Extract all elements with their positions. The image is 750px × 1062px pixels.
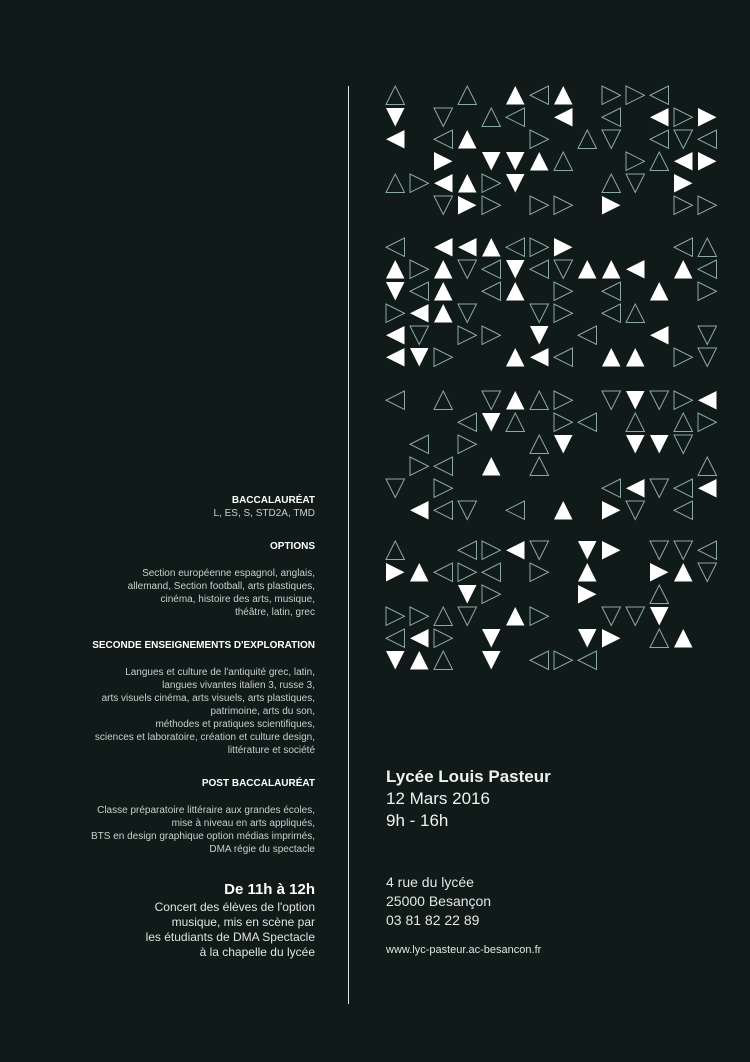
triangle-shape bbox=[602, 304, 621, 323]
triangle-shape bbox=[410, 607, 429, 626]
concert-block bbox=[15, 880, 315, 960]
triangle-shape bbox=[578, 326, 597, 345]
triangle-shape bbox=[530, 607, 549, 626]
triangle-shape bbox=[626, 304, 645, 323]
triangle-shape bbox=[506, 174, 525, 193]
event-date: 12 Mars 2016 bbox=[386, 789, 490, 808]
triangle-shape bbox=[458, 501, 477, 520]
triangle-shape bbox=[530, 260, 549, 279]
triangle-shape bbox=[434, 282, 453, 301]
triangle-shape bbox=[698, 348, 717, 367]
triangle-shape bbox=[434, 196, 453, 215]
title-lettering bbox=[380, 80, 730, 685]
triangle-shape bbox=[626, 413, 645, 432]
triangle-shape bbox=[434, 501, 453, 520]
triangle-shape bbox=[434, 629, 453, 648]
section-heading: BACCALAURÉAT bbox=[231, 495, 315, 506]
triangle-shape bbox=[458, 326, 477, 345]
triangle-shape bbox=[386, 629, 405, 648]
triangle-shape bbox=[698, 238, 717, 257]
triangle-shape bbox=[386, 607, 405, 626]
triangle-shape bbox=[602, 174, 621, 193]
triangle-shape bbox=[506, 152, 525, 171]
triangle-shape bbox=[434, 260, 453, 279]
triangle-shape bbox=[602, 629, 621, 648]
triangle-shape bbox=[530, 391, 549, 410]
triangle-shape bbox=[674, 130, 693, 149]
triangle-shape bbox=[506, 607, 525, 626]
section-line: patrimoine, arts du son, bbox=[210, 706, 315, 717]
concert-line: musique, mis en scène par bbox=[171, 915, 315, 929]
triangle-shape bbox=[554, 238, 573, 257]
triangle-shape bbox=[410, 282, 429, 301]
triangle-shape bbox=[674, 260, 693, 279]
programs-column bbox=[15, 494, 315, 856]
triangle-shape bbox=[578, 651, 597, 670]
section-line: mise à niveau en arts appliqués, bbox=[171, 818, 315, 829]
triangle-shape bbox=[506, 501, 525, 520]
triangle-shape bbox=[434, 348, 453, 367]
triangle-shape bbox=[386, 479, 405, 498]
triangle-shape bbox=[458, 260, 477, 279]
triangle-shape bbox=[650, 435, 669, 454]
event-hours: 9h - 16h bbox=[386, 811, 449, 830]
section-heading: SECONDE ENSEIGNEMENTS D'EXPLORATION bbox=[92, 640, 315, 651]
triangle-shape bbox=[458, 563, 477, 582]
section-line: langues vivantes italien 3, russe 3, bbox=[162, 680, 315, 691]
triangle-shape bbox=[698, 413, 717, 432]
triangle-shape bbox=[410, 629, 429, 648]
triangle-shape bbox=[674, 108, 693, 127]
triangle-shape bbox=[530, 457, 549, 476]
triangle-shape bbox=[410, 348, 429, 367]
triangle-shape bbox=[458, 413, 477, 432]
triangle-shape bbox=[626, 501, 645, 520]
concert-time: De 11h à 12h bbox=[224, 881, 315, 898]
triangle-shape bbox=[386, 174, 405, 193]
triangle-shape bbox=[386, 260, 405, 279]
triangle-shape bbox=[674, 501, 693, 520]
triangle-shape bbox=[554, 282, 573, 301]
address-street: 4 rue du lycée bbox=[386, 874, 474, 890]
triangle-shape bbox=[434, 651, 453, 670]
triangle-shape bbox=[626, 435, 645, 454]
triangle-shape bbox=[434, 152, 453, 171]
triangle-shape bbox=[698, 563, 717, 582]
triangle-shape bbox=[650, 607, 669, 626]
triangle-shape bbox=[482, 174, 501, 193]
triangle-shape bbox=[506, 108, 525, 127]
triangle-shape bbox=[386, 304, 405, 323]
triangle-shape bbox=[386, 563, 405, 582]
school-name: Lycée Louis Pasteur bbox=[386, 767, 551, 786]
triangle-shape bbox=[386, 651, 405, 670]
triangle-shape bbox=[410, 435, 429, 454]
triangle-shape bbox=[554, 260, 573, 279]
triangle-shape bbox=[434, 130, 453, 149]
triangle-shape bbox=[530, 304, 549, 323]
triangle-shape bbox=[530, 563, 549, 582]
triangle-shape bbox=[458, 196, 477, 215]
triangle-shape bbox=[698, 196, 717, 215]
triangle-shape bbox=[482, 629, 501, 648]
triangle-shape bbox=[386, 391, 405, 410]
triangle-shape bbox=[434, 479, 453, 498]
triangle-shape bbox=[626, 86, 645, 105]
triangle-shape bbox=[458, 541, 477, 560]
triangle-shape bbox=[530, 651, 549, 670]
triangle-shape bbox=[482, 196, 501, 215]
triangle-shape bbox=[650, 479, 669, 498]
section-line: allemand, Section football, arts plastiques, bbox=[127, 581, 315, 592]
triangle-shape bbox=[650, 108, 669, 127]
triangle-shape bbox=[482, 326, 501, 345]
triangle-shape bbox=[554, 651, 573, 670]
triangle-shape bbox=[674, 152, 693, 171]
triangle-shape bbox=[602, 348, 621, 367]
triangle-shape bbox=[698, 479, 717, 498]
triangle-shape bbox=[434, 304, 453, 323]
triangle-shape bbox=[578, 563, 597, 582]
triangle-shape bbox=[554, 348, 573, 367]
triangle-shape bbox=[554, 435, 573, 454]
triangle-shape bbox=[602, 260, 621, 279]
triangle-shape bbox=[482, 413, 501, 432]
concert-line: à la chapelle du lycée bbox=[199, 945, 315, 959]
triangle-shape bbox=[386, 541, 405, 560]
triangle-shape bbox=[482, 391, 501, 410]
section-heading: OPTIONS bbox=[269, 541, 315, 552]
section-line: littérature et société bbox=[227, 745, 315, 756]
triangle-shape bbox=[410, 563, 429, 582]
event-info bbox=[386, 766, 551, 832]
triangle-shape bbox=[410, 501, 429, 520]
triangle-shape bbox=[482, 457, 501, 476]
triangle-shape bbox=[458, 607, 477, 626]
triangle-shape bbox=[386, 326, 405, 345]
concert-line: Concert des élèves de l'option bbox=[154, 900, 315, 914]
triangle-shape bbox=[674, 563, 693, 582]
triangle-shape bbox=[386, 130, 405, 149]
triangle-shape bbox=[698, 391, 717, 410]
triangle-shape bbox=[554, 196, 573, 215]
triangle-shape bbox=[458, 174, 477, 193]
triangle-shape bbox=[554, 391, 573, 410]
triangle-shape bbox=[530, 86, 549, 105]
triangle-shape bbox=[698, 130, 717, 149]
triangle-shape bbox=[530, 238, 549, 257]
section-line: arts visuels cinéma, arts visuels, arts plastiques, bbox=[101, 693, 315, 704]
triangle-shape bbox=[602, 501, 621, 520]
triangle-shape bbox=[530, 326, 549, 345]
triangle-shape bbox=[650, 563, 669, 582]
triangle-shape bbox=[554, 501, 573, 520]
triangle-shape bbox=[674, 541, 693, 560]
triangle-shape bbox=[506, 413, 525, 432]
triangle-shape bbox=[458, 238, 477, 257]
section-line: théâtre, latin, grec bbox=[234, 607, 315, 618]
concert-line: les étudiants de DMA Spectacle bbox=[145, 930, 315, 944]
triangle-shape bbox=[602, 282, 621, 301]
triangle-shape bbox=[482, 541, 501, 560]
triangle-shape bbox=[386, 348, 405, 367]
triangle-shape bbox=[458, 585, 477, 604]
triangle-shape bbox=[578, 260, 597, 279]
triangle-shape bbox=[434, 108, 453, 127]
triangle-shape bbox=[698, 282, 717, 301]
triangle-shape bbox=[434, 457, 453, 476]
triangle-shape bbox=[482, 260, 501, 279]
triangle-shape bbox=[506, 282, 525, 301]
triangle-shape bbox=[674, 435, 693, 454]
triangle-shape bbox=[530, 130, 549, 149]
triangle-shape bbox=[434, 174, 453, 193]
triangle-shape bbox=[506, 391, 525, 410]
triangle-shape bbox=[674, 391, 693, 410]
triangle-shape bbox=[602, 607, 621, 626]
triangle-shape bbox=[698, 457, 717, 476]
triangle-shape bbox=[626, 607, 645, 626]
triangle-shape bbox=[554, 413, 573, 432]
triangle-shape bbox=[482, 238, 501, 257]
address-city: 25000 Besançon bbox=[386, 893, 492, 909]
section-line: méthodes et pratiques scientifiques, bbox=[155, 719, 315, 730]
triangle-shape bbox=[578, 130, 597, 149]
triangle-shape bbox=[674, 196, 693, 215]
section-heading: POST BACCALAURÉAT bbox=[201, 778, 315, 789]
triangle-shape bbox=[506, 260, 525, 279]
address-block bbox=[386, 873, 491, 930]
triangle-shape bbox=[602, 479, 621, 498]
triangle-shape bbox=[482, 651, 501, 670]
triangle-shape bbox=[674, 413, 693, 432]
website-link[interactable]: www.lyc-pasteur.ac-besancon.fr bbox=[386, 944, 542, 956]
triangle-shape bbox=[530, 435, 549, 454]
triangle-shape bbox=[650, 282, 669, 301]
triangle-shape bbox=[698, 541, 717, 560]
triangle-shape bbox=[698, 152, 717, 171]
triangle-shape bbox=[530, 152, 549, 171]
section-line: L, ES, S, STD2A, TMD bbox=[213, 508, 315, 519]
triangle-shape bbox=[602, 541, 621, 560]
triangle-shape bbox=[674, 629, 693, 648]
triangle-shape bbox=[602, 108, 621, 127]
section-line: Langues et culture de l'antiquité grec, latin, bbox=[125, 667, 315, 678]
triangle-shape bbox=[410, 260, 429, 279]
triangle-shape bbox=[506, 541, 525, 560]
address-phone: 03 81 82 22 89 bbox=[386, 912, 480, 928]
triangle-shape bbox=[578, 585, 597, 604]
triangle-shape bbox=[458, 130, 477, 149]
triangle-shape bbox=[482, 282, 501, 301]
triangle-shape bbox=[554, 108, 573, 127]
triangle-shape bbox=[554, 152, 573, 171]
triangle-shape bbox=[434, 391, 453, 410]
triangle-shape bbox=[602, 391, 621, 410]
triangle-pattern bbox=[380, 80, 730, 680]
triangle-shape bbox=[602, 86, 621, 105]
triangle-shape bbox=[434, 238, 453, 257]
triangle-shape bbox=[386, 86, 405, 105]
triangle-shape bbox=[506, 86, 525, 105]
triangle-shape bbox=[482, 108, 501, 127]
triangle-shape bbox=[410, 326, 429, 345]
triangle-shape bbox=[458, 86, 477, 105]
triangle-shape bbox=[626, 348, 645, 367]
triangle-shape bbox=[506, 238, 525, 257]
triangle-shape bbox=[458, 435, 477, 454]
triangle-shape bbox=[698, 326, 717, 345]
triangle-shape bbox=[674, 238, 693, 257]
triangle-shape bbox=[698, 260, 717, 279]
vertical-divider bbox=[348, 86, 349, 1004]
section-line: sciences et laboratoire, création et culture design, bbox=[94, 732, 315, 743]
triangle-shape bbox=[482, 585, 501, 604]
triangle-shape bbox=[650, 391, 669, 410]
section-line: DMA régie du spectacle bbox=[209, 844, 315, 855]
triangle-shape bbox=[602, 196, 621, 215]
triangle-shape bbox=[650, 152, 669, 171]
triangle-shape bbox=[578, 541, 597, 560]
triangle-shape bbox=[602, 130, 621, 149]
triangle-shape bbox=[434, 563, 453, 582]
triangle-shape bbox=[626, 391, 645, 410]
triangle-shape bbox=[626, 174, 645, 193]
triangle-shape bbox=[506, 348, 525, 367]
triangle-shape bbox=[386, 108, 405, 127]
triangle-shape bbox=[626, 152, 645, 171]
triangle-shape bbox=[554, 86, 573, 105]
triangle-shape bbox=[578, 413, 597, 432]
triangle-shape bbox=[482, 563, 501, 582]
triangle-shape bbox=[410, 651, 429, 670]
triangle-shape bbox=[434, 607, 453, 626]
triangle-shape bbox=[410, 457, 429, 476]
triangle-shape bbox=[410, 174, 429, 193]
triangle-shape bbox=[626, 260, 645, 279]
section-line: cinéma, histoire des arts, musique, bbox=[160, 594, 315, 605]
triangle-shape bbox=[530, 348, 549, 367]
triangle-shape bbox=[554, 304, 573, 323]
triangle-shape bbox=[674, 348, 693, 367]
triangle-shape bbox=[482, 152, 501, 171]
triangle-shape bbox=[458, 304, 477, 323]
triangle-shape bbox=[650, 130, 669, 149]
triangle-shape bbox=[698, 108, 717, 127]
section-line: Section européenne espagnol, anglais, bbox=[142, 568, 315, 579]
triangle-shape bbox=[650, 326, 669, 345]
triangle-shape bbox=[386, 282, 405, 301]
triangle-shape bbox=[530, 541, 549, 560]
triangle-shape bbox=[530, 196, 549, 215]
section-line: BTS en design graphique option médias imprimés, bbox=[90, 831, 315, 842]
triangle-shape bbox=[650, 585, 669, 604]
triangle-shape bbox=[650, 541, 669, 560]
triangle-shape bbox=[626, 479, 645, 498]
triangle-shape bbox=[410, 304, 429, 323]
triangle-shape bbox=[650, 86, 669, 105]
triangle-shape bbox=[386, 238, 405, 257]
triangle-shape bbox=[578, 629, 597, 648]
section-line: Classe préparatoire littéraire aux grandes écoles, bbox=[97, 805, 315, 816]
triangle-shape bbox=[674, 174, 693, 193]
triangle-shape bbox=[674, 479, 693, 498]
triangle-shape bbox=[650, 629, 669, 648]
